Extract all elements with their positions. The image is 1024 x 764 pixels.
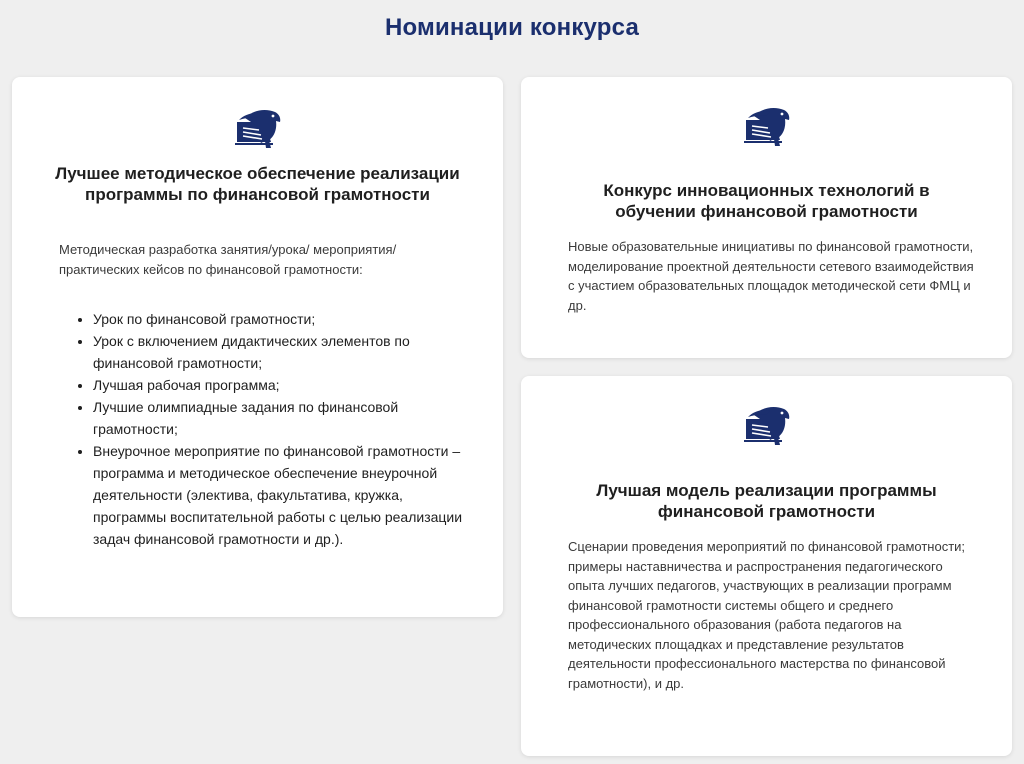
card-title: Лучшее методическое обеспечение реализации программы по финансовой грамотности <box>55 164 460 204</box>
card-description: Новые образовательные инициативы по финансовой грамотности, моделирование проектной деятельности сетевого взаимодействия с участием образовательных площадок методической сети ФМЦ и др. <box>568 239 974 313</box>
eagle-logo-icon <box>740 405 792 451</box>
eagle-logo-icon <box>231 108 283 154</box>
list-item: • Урок по финансовой грамотности; <box>93 308 463 330</box>
nomination-card-methodical <box>12 77 503 617</box>
card-title: Лучшая модель реализации программы финансовой грамотности <box>596 481 937 521</box>
nomination-list <box>59 308 463 550</box>
card-description: Сценарии проведения мероприятий по финансовой грамотности; примеры наставничества и распространения педагогического опыта лучших педагогов, участвующих в реализации программ финансовой грамотности системы общего и среднего профессионального образования (работа педагогов на методических площадках и представление результатов деятельности профессионального мастерства по финансовой грамотности), и др. <box>568 539 966 691</box>
list-item: • Внеурочное мероприятие по финансовой грамотности – программа и методическое обеспечение внеурочной деятельности (электива, факультатива, кружка, программы воспитательной работы с целью реализации задач финансовой грамотности и др.). <box>93 440 463 550</box>
list-item: • Лучшая рабочая программа; <box>93 374 463 396</box>
list-item: • Урок с включением дидактических элементов по финансовой грамотности; <box>93 330 463 374</box>
nomination-card-model <box>521 376 1012 756</box>
card-description: Методическая разработка занятия/урока/ мероприятия/практических кейсов по финансовой грамотности: <box>59 242 397 277</box>
eagle-logo-icon <box>740 106 792 152</box>
card-title: Конкурс инновационных технологий в обучении финансовой грамотности <box>603 181 930 221</box>
list-item: • Лучшие олимпиадные задания по финансовой грамотности; <box>93 396 463 440</box>
page-title: Номинации конкурса <box>384 14 640 41</box>
nomination-card-innovation <box>521 77 1012 358</box>
